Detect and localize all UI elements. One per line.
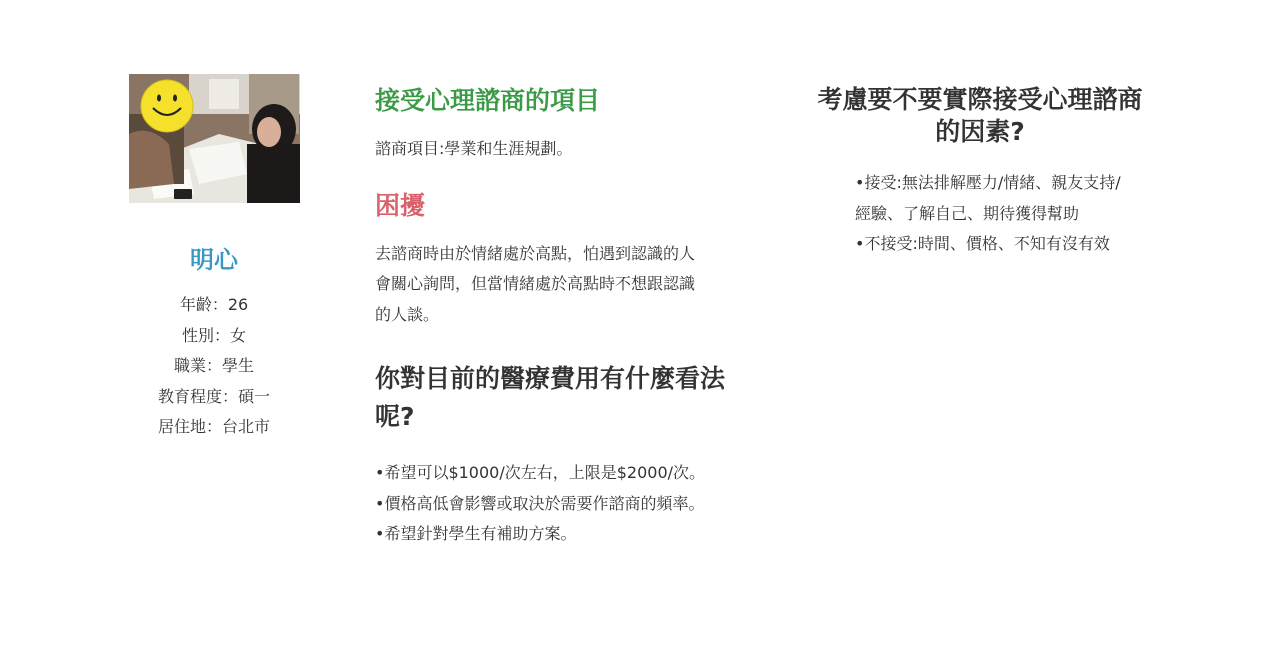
right-column xyxy=(795,84,1165,260)
profile-occupation: 職業：學生 xyxy=(173,356,254,375)
middle-column xyxy=(375,82,755,550)
factors-line: •不接受:時間、價格、不知有沒有效 xyxy=(855,234,1110,253)
profile-photo xyxy=(129,74,300,203)
counseling-heading: 接受心理諮商的項目 xyxy=(375,86,601,115)
factors-heading xyxy=(795,84,1165,148)
factors-line: •接受:無法排解壓力/情緒、親友支持/ xyxy=(855,173,1121,192)
counseling-text: 諮商項目:學業和生涯規劃。 xyxy=(375,139,573,158)
fees-bullet: •希望可以$1000/次左右，上限是$2000/次。 xyxy=(375,463,706,482)
troubles-line: 會關心詢問，但當情緒處於高點時不想跟認識 xyxy=(375,274,696,293)
fees-bullet: •希望針對學生有補助方案。 xyxy=(375,524,577,543)
troubles-line: 去諮商時由於情緒處於高點，怕遇到認識的人 xyxy=(375,243,696,263)
factors-heading-line2: 的因素? xyxy=(935,117,1025,146)
profile-info xyxy=(114,240,314,443)
profile-education: 教育程度：碩一 xyxy=(157,386,270,406)
factors-list xyxy=(855,168,1155,260)
profile-residence: 居住地：台北市 xyxy=(157,417,270,436)
troubles-heading: 困擾 xyxy=(375,190,426,220)
profile-name: 明心 xyxy=(190,246,238,274)
troubles-line: 的人談。 xyxy=(375,304,440,324)
fees-heading: 你對目前的醫療費用有什麼看法呢? xyxy=(375,364,726,431)
factors-heading-line1: 考慮要不要實際接受心理諮商 xyxy=(817,85,1143,114)
troubles-text xyxy=(375,239,755,331)
factors-line: 經驗、了解自己、期待獲得幫助 xyxy=(855,203,1080,223)
profile-age: 年齡：26 xyxy=(179,295,249,314)
profile-gender: 性別：女 xyxy=(181,325,246,345)
fees-list xyxy=(375,458,755,550)
fees-bullet: •價格高低會影響或取決於需要作諮商的頻率。 xyxy=(375,493,705,513)
